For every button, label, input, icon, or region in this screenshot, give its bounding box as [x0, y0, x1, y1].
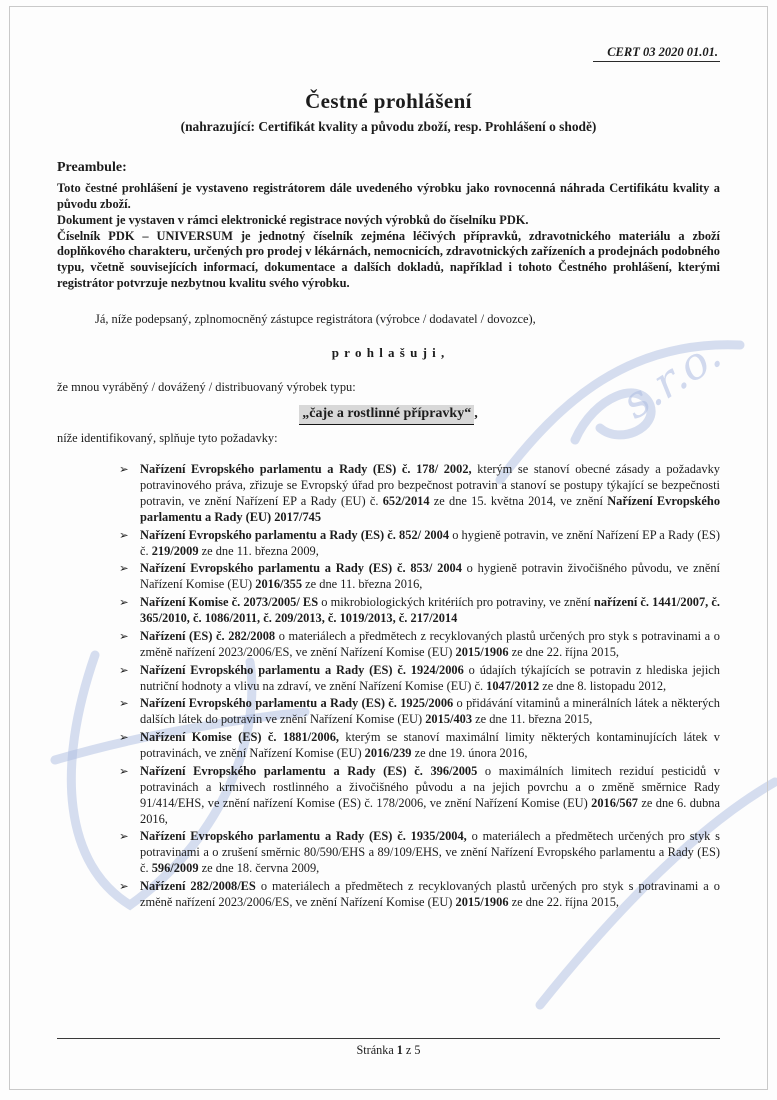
requirement-item [119, 879, 720, 911]
declaration-intro: Já, níže podepsaný, zplnomocněný zástupce registrátora (výrobce / dodavatel / dovozce), [95, 312, 536, 327]
requirement-text: Nařízení Evropského parlamentu a Rady (ES) č. 853/ 2004 [140, 561, 462, 576]
requirement-text: o přidávání vitaminů a minerálních látek a některých dalších látek do potravin ve znění Nařízení Komise (EU) [140, 696, 720, 727]
doc-code: CERT 03 2020 01.01. [593, 44, 720, 62]
requirement-item [119, 696, 720, 728]
list-arrow-icon: ➢ [119, 696, 129, 711]
page-title: Čestné prohlášení [305, 89, 472, 113]
requirement-text: o hygieně potravin, ve znění Nařízení EP a Rady (ES) č. [140, 527, 720, 558]
requirement-text: nařízení č. 1441/2007, č. 365/2010, č. 1086/2011, č. 209/2013, č. 1019/2013, č. 217/2014 [140, 595, 720, 626]
list-arrow-icon: ➢ [119, 730, 129, 745]
requirement-text: o materiálech a předmětech určených pro styk s potravinami a o zrušení směrnic 80/590/EHS a 89/109/EHS, ve znění Nařízení Evropského parlamentu a Rady (ES) č. [140, 829, 720, 876]
requirements-list [119, 462, 720, 911]
requirement-text: 1047/2012 [486, 678, 540, 693]
requirement-text: ze dne 15. května 2014, ve znění [429, 493, 608, 508]
page-number-part: 1 [396, 1043, 403, 1057]
requirement-text: 2016/355 [255, 577, 303, 592]
preamble-paragraph: Toto čestné prohlášení je vystaveno registrátorem dále uvedeného výrobku jako rovnocenná náhrada Certifikátu kvality a původu zboží. [57, 180, 720, 211]
subtitle: (nahrazující: Certifikát kvality a původu zboží, resp. Prohlášení o shodě) [180, 118, 597, 134]
page-number [57, 1043, 720, 1058]
requirement-text: 2016/567 [591, 795, 638, 810]
requirement-text: Nařízení (ES) č. 282/2008 [140, 628, 276, 643]
watermark-text: s.r.o. [613, 328, 731, 430]
requirement-text: Nařízení 282/2008/ES [140, 879, 256, 894]
requirement-text: Nařízení Evropského parlamentu a Rady (ES) č. 1924/2006 [140, 662, 464, 677]
product-type-highlight: „čaje a rostlinné přípravky“ [299, 405, 474, 425]
requirement-text: ze dne 11. března 2016, [302, 577, 423, 592]
requirement-text: Nařízení Evropského parlamentu a Rady (ES) č. 1925/2006 [140, 696, 454, 711]
requirement-text: o maximálních limitech reziduí pesticidů v potravinách a krmivech rostlinného a živočišného původu a na jejich povrchu a o změně směrnice Rady 91/414/EHS, ve znění nařízení Komise (ES) č. 178/2006, ve znění Nařízení Komise (EU) [140, 763, 720, 810]
requirement-text: Nařízení Evropského parlamentu a Rady (ES) č. 178/ 2002, [140, 462, 472, 477]
requirement-text: Nařízení Komise č. 2073/2005/ ES [140, 595, 319, 610]
requirement-item [119, 528, 720, 560]
requirement-text: o materiálech a předmětech z recyklovaných plastů určených pro styk s potravinami a o změně nařízení 2023/2006/ES, ve znění Nařízení Komise (EU) [140, 628, 720, 659]
requirement-text: Nařízení Komise (ES) č. 1881/2006, [140, 730, 340, 745]
requirement-item [119, 561, 720, 593]
requirement-text: 2015/1906 [455, 894, 509, 909]
requirement-text: o mikrobiologických kritériích pro potraviny, ve znění [318, 595, 594, 610]
requirement-text: ze dne 22. října 2015, [508, 644, 619, 659]
product-line: že mnou vyráběný / dovážený / distribuovaný výrobek typu: [57, 379, 356, 394]
requirement-item [119, 663, 720, 695]
requirement-text: Nařízení Evropského parlamentu a Rady (EU) 2017/745 [140, 493, 721, 524]
requirement-text: Nařízení Evropského parlamentu a Rady (ES) č. 1935/2004, [140, 829, 467, 844]
requirement-text: 2015/1906 [455, 644, 509, 659]
requirement-text: o hygieně potravin živočišného původu, ve znění Nařízení Komise (EU) [140, 561, 720, 592]
list-arrow-icon: ➢ [119, 662, 129, 677]
requirements-intro: níže identifikovaný, splňuje tyto požadavky: [57, 431, 278, 446]
list-arrow-icon: ➢ [119, 561, 129, 576]
requirement-item [119, 629, 720, 661]
page-footer [57, 1038, 720, 1058]
requirement-item [119, 730, 720, 762]
product-type-suffix: , [474, 406, 478, 422]
declaration-verb: p r o h l a š u j i , [331, 344, 446, 360]
requirement-text: ze dne 11. března 2015, [472, 712, 593, 727]
requirement-text: ze dne 22. října 2015, [508, 894, 619, 909]
footer-divider [57, 1038, 720, 1039]
requirement-text: ze dne 11. března 2009, [198, 543, 319, 558]
requirement-text: ze dne 8. listopadu 2012, [539, 678, 667, 693]
list-arrow-icon: ➢ [119, 763, 129, 778]
preamble-heading: Preambule: [57, 160, 127, 176]
page-number-part: z 5 [402, 1043, 421, 1057]
list-arrow-icon: ➢ [119, 527, 129, 542]
requirement-text: ze dne 6. dubna 2016, [140, 795, 720, 826]
requirement-text: 596/2009 [151, 861, 199, 876]
requirement-text: 2016/239 [364, 746, 412, 761]
preamble-paragraph: Dokument je vystaven v rámci elektronické registrace nových výrobků do číselníku PDK. [57, 212, 529, 227]
requirement-item [119, 829, 720, 877]
requirement-item [119, 764, 720, 828]
requirement-text: kterým se stanoví maximální limity některých kontaminujících látek v potravinách, ve znění Nařízení Komise (EU) [140, 730, 720, 761]
requirement-text: 652/2014 [382, 493, 430, 508]
requirement-text: ze dne 19. února 2016, [411, 746, 528, 761]
list-arrow-icon: ➢ [119, 879, 129, 894]
list-arrow-icon: ➢ [119, 462, 129, 477]
requirement-item [119, 462, 720, 526]
list-arrow-icon: ➢ [119, 628, 129, 643]
requirement-text: Nařízení Evropského parlamentu a Rady (ES) č. 852/ 2004 [140, 527, 450, 542]
requirement-text: o údajích týkajících se potravin z hlediska jejich nutriční hodnoty a vlivu na zdraví, ve znění Nařízení Komise (EU) č. [140, 662, 720, 693]
list-arrow-icon: ➢ [119, 829, 129, 844]
list-arrow-icon: ➢ [119, 595, 129, 610]
preamble-paragraph: Číselník PDK – UNIVERSUM je jednotný číselník zejména léčivých přípravků, zdravotnického materiálu a zboží doplňkového charakteru, určených pro prodej v lékárnách, nemocnicích, zdravotnických zařízeních a prodejnách podobného typu, včetně souvisejících informací, dokumentace a dalších dokladů, například i tohoto Čestného prohlášení, kterými registrátor potvrzuje nezbytnou kvalitu svého výrobku. [57, 228, 720, 291]
requirement-text: o materiálech a předmětech z recyklovaných plastů určených pro styk s potravinami a o změně nařízení 2023/2006/ES, ve znění Nařízení Komise (EU) [140, 879, 720, 909]
requirement-text: ze dne 18. června 2009, [198, 861, 320, 876]
requirement-item [119, 595, 720, 627]
requirement-text: Nařízení Evropského parlamentu a Rady (ES) č. 396/2005 [140, 763, 478, 778]
requirement-text: 219/2009 [151, 543, 199, 558]
requirement-text: 2015/403 [425, 712, 473, 727]
page-number-part: Stránka [356, 1043, 397, 1057]
requirement-text: kterým se stanoví obecné zásady a požadavky potravinového práva, zřizuje se Evropský úřad pro bezpečnost potravin a stanoví se postupy týkající se bezpečnosti potravin, ve znění Nařízení EP a Rady (EU) č. [140, 462, 720, 508]
